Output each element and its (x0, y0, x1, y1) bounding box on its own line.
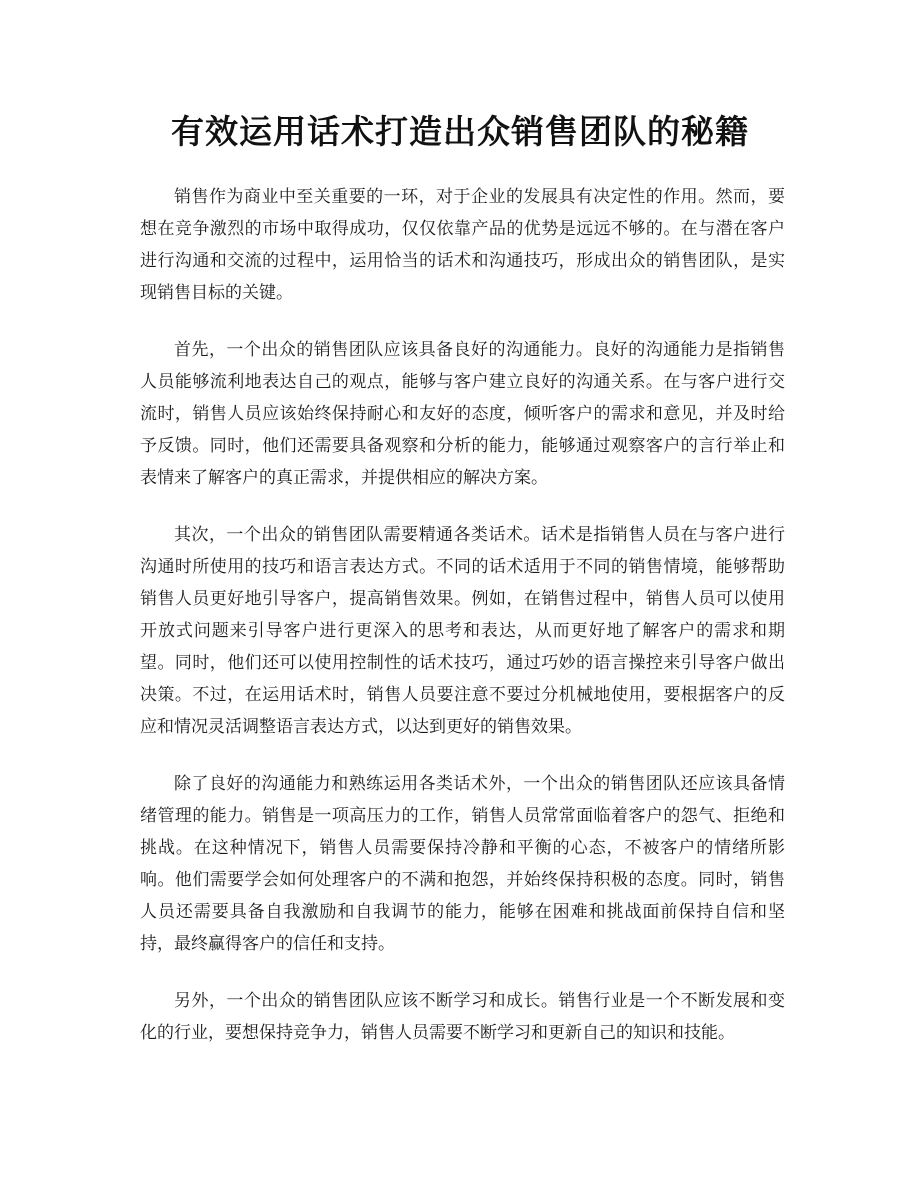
paragraph-scripts: 其次，一个出众的销售团队需要精通各类话术。话术是指销售人员在与客户进行沟通时所使用的技巧和语言表达方式。不同的话术适用于不同的销售情境，能够帮助销售人员更好地引导客户，提高销售效果。例如，在销售过程中，销售人员可以使用开放式问题来引导客户进行更深入的思考和表达，从而更好地了解客户的需求和期望。同时，他们还可以使用控制性的话术技巧，通过巧妙的语言操控来引导客户做出决策。不过，在运用话术时，销售人员要注意不要过分机械地使用，要根据客户的反应和情况灵活调整语言表达方式，以达到更好的销售效果。 (140, 525, 785, 737)
page-title: 有效运用话术打造出众销售团队的秘籍 (171, 112, 749, 151)
document-body (140, 181, 785, 1074)
paragraph-emotion-management: 除了良好的沟通能力和熟练运用各类话术外，一个出众的销售团队还应该具备情绪管理的能力。销售是一项高压力的工作，销售人员常常面临着客户的怨气、拒绝和挑战。在这种情况下，销售人员需要保持冷静和平衡的心态，不被客户的情绪所影响。他们需要学会如何处理客户的不满和抱怨，并始终保持积极的态度。同时，销售人员还需要具备自我激励和自我调节的能力，能够在困难和挑战面前保持自信和坚持，最终赢得客户的信任和支持。 (140, 774, 785, 954)
paragraph-learning: 另外，一个出众的销售团队应该不断学习和成长。销售行业是一个不断发展和变化的行业，要想保持竞争力，销售人员需要不断学习和更新自己的知识和技能。 (140, 991, 785, 1043)
paragraph-intro: 销售作为商业中至关重要的一环，对于企业的发展具有决定性的作用。然而，要想在竞争激烈的市场中取得成功，仅仅依靠产品的优势是远远不够的。在与潜在客户进行沟通和交流的过程中，运用恰当的话术和沟通技巧，形成出众的销售团队，是实现销售目标的关键。 (140, 187, 785, 303)
paragraph-communication: 首先，一个出众的销售团队应该具备良好的沟通能力。良好的沟通能力是指销售人员能够流利地表达自己的观点，能够与客户建立良好的沟通关系。在与客户进行交流时，销售人员应该始终保持耐心和友好的态度，倾听客户的需求和意见，并及时给予反馈。同时，他们还需要具备观察和分析的能力，能够通过观察客户的言行举止和表情来了解客户的真正需求，并提供相应的解决方案。 (140, 340, 785, 488)
